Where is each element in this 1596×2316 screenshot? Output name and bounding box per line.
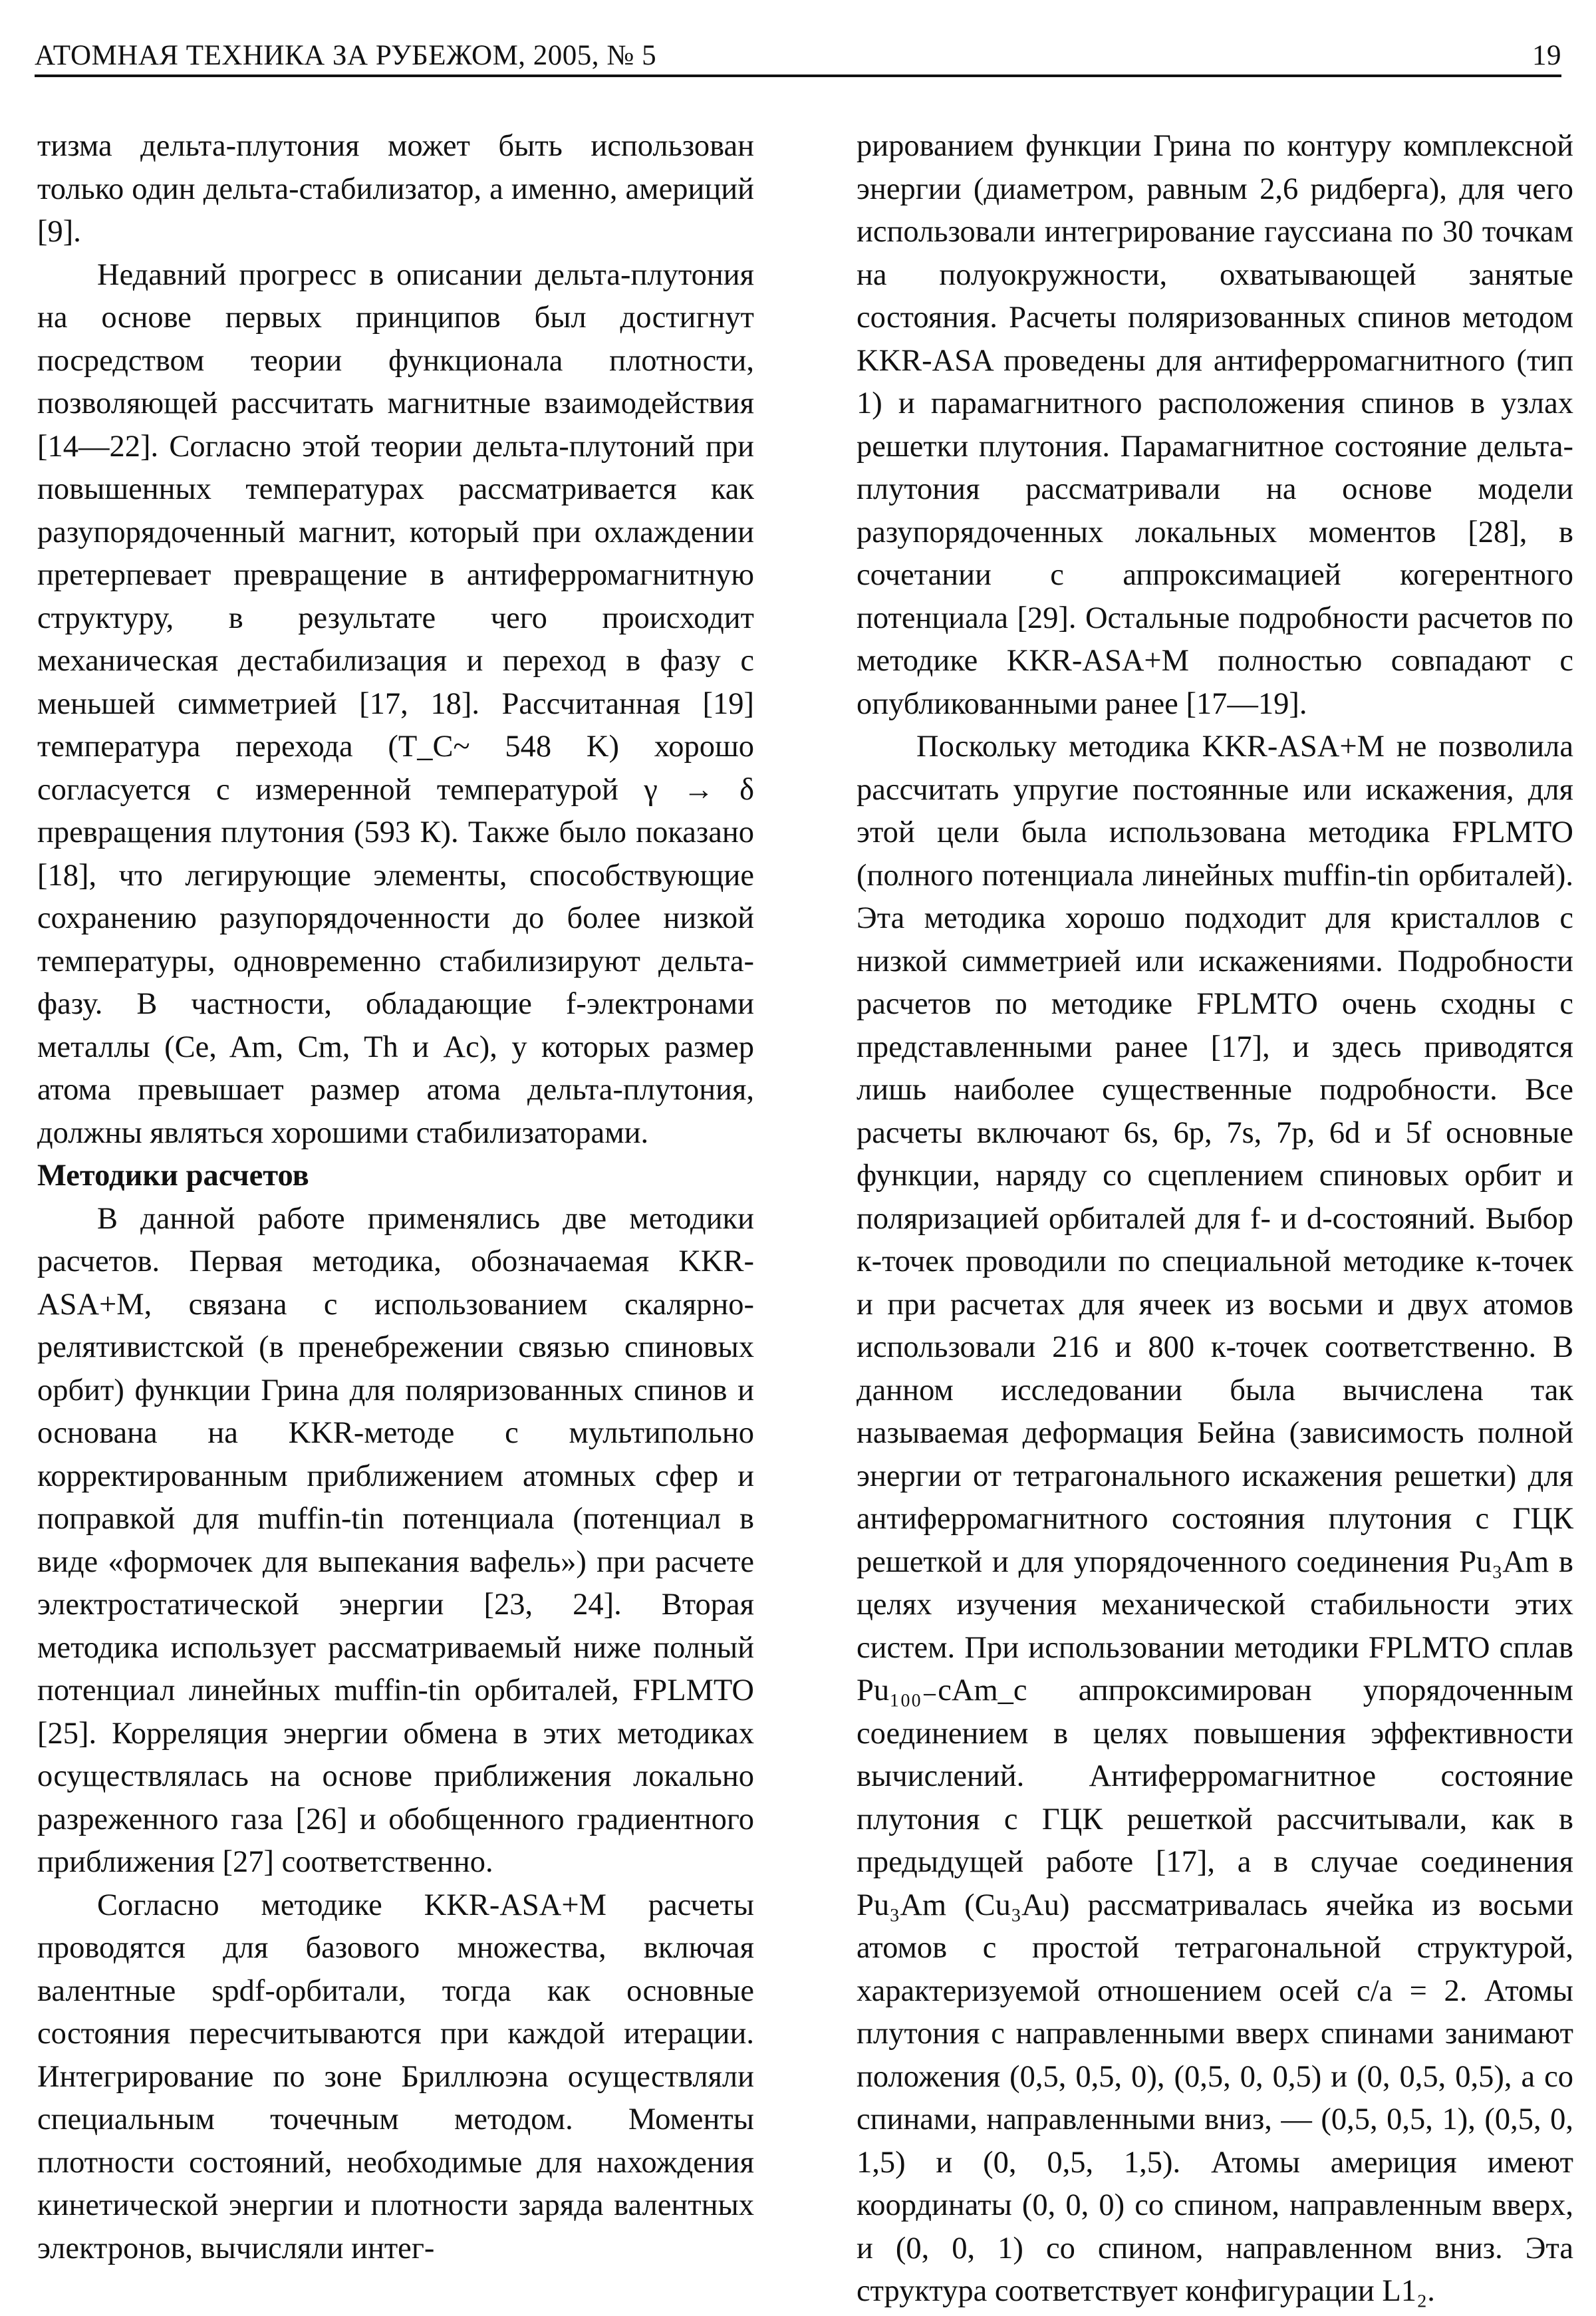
left-paragraph-1: тизма дельта-плутония может быть использован только один дельта-стабилизатор, а именно, америций [9]. <box>37 129 754 249</box>
left-paragraph-3: В данной работе применялись две методики расчетов. Первая методика, обозначаемая KKR-ASA+M, связана с использованием скалярно-релятивистской (в пренебрежении связью спиновых орбит) функции Грина для поляризованных спинов и основана на KKR-методе с мультипольно корректированным приближением атомных сфер и поправкой для muffin-tin потенциала (потенциал в виде «формочек для выпекания вафель») при расчете электростатической энергии [23, 24]. Вторая методика использует рассматриваемый ниже полный потенциал линейных muffin-tin орбиталей, FPLMTO [25]. Корреляция энергии обмена в этих методиках осуществлялась на основе приближения локально разреженного газа [26] и обобщенного градиентного приближения [27] соответственно. <box>37 1201 754 1879</box>
header-rule <box>35 74 1561 77</box>
right-paragraph-1: рированием функции Грина по контуру комплексной энергии (диаметром, равным 2,6 ридберга), для чего использовали интегрирование гауссиана по 30 точкам на полуокружности, охватывающей занятые состояния. Расчеты поляризованных спинов методом KKR-ASA проведены для антиферромагнитного (тип 1) и парамагнитного расположения спинов в узлах решетки плутония. Парамагнитное состояние дельта-плутония рассматривали на основе модели разупорядоченных локальных моментов [28], в сочетании с аппроксимацией когерентного потенциала [29]. Остальные подробности расчетов по методике KKR-ASA+M полностью совпадают с опубликованными ранее [17—19]. <box>857 129 1573 721</box>
section-heading: Методики расчетов <box>37 1159 309 1193</box>
left-column <box>37 125 754 2270</box>
page-number: 19 <box>1532 40 1561 71</box>
running-header <box>35 25 1561 72</box>
right-paragraph-2: Поскольку методика KKR-ASA+M не позволила рассчитать упругие постоянные или искажения, для этой цели была использована методика FPLMTO (полного потенциала линейных muffin-tin орбиталей). Эта методика хорошо подходит для кристаллов с низкой симметрией или искажениями. Подробности расчетов по методике FPLMTO очень сходны с представленными ранее [17], и здесь приводятся лишь наиболее существенные подробности. Все расчеты включают 6s, 6p, 7s, 7p, 6d и 5f основные функции, наряду со сцеплением спиновых орбит и поляризацией орбиталей для f- и d-состояний. Выбор к-точек проводили по специальной методике к-точек и при расчетах для ячеек из восьми и двух атомов использовали 216 и 800 к-точек соответственно. В данном исследовании была вычислена так называемая деформация Бейна (зависимость полной энергии от тетрагонального искажения решетки) для антиферромагнитного состояния плутония с ГЦК решеткой и для упорядоченного соединения Pu₃Am в целях изучения механической стабильности этих систем. При использовании методики FPLMTO сплав Pu₁₀₀₋cAm_c аппроксимирован упорядоченным соединением в целях повышения эффективности вычислений. Антиферромагнитное состояние плутония с ГЦК решеткой рассчитывали, как в предыдущей работе [17], а в случае соединения Pu₃Am (Cu₃Au) рассматривалась ячейка из восьми атомов с простой тетрагональной структурой, характеризуемой отношением осей c/a = 2. Атомы плутония с направленными вверх спинами занимают положения (0,5, 0,5, 0), (0,5, 0, 0,5) и (0, 0,5, 0,5), а со спинами, направленными вниз, — (0,5, 0,5, 1), (0,5, 0, 1,5) и (0, 0,5, 1,5). Атомы америция имеют координаты (0, 0, 0) со спином, направленным вверх, и (0, 0, 1) со спином, направленном вниз. Эта структура соответствует конфигурации L1₂. <box>857 730 1573 2308</box>
left-paragraph-2: Недавний прогресс в описании дельта-плутония на основе первых принципов был достигнут посредством теории функционала плотности, позволяющей рассчитать магнитные взаимодействия [14—22]. Согласно этой теории дельта-плутоний при повышенных температурах рассматривается как разупорядоченный магнит, который при охлаждении претерпевает превращение в антиферромагнитную структуру, в результате чего происходит механическая дестабилизация и переход в фазу с меньшей симметрией [17, 18]. Рассчитанная [19] температура перехода (T_C~ 548 K) хорошо согласуется с измеренной температурой γ → δ превращения плутония (593 К). Также было показано [18], что легирующие элементы, способствующие сохранению разупорядоченности до более низкой температуры, одновременно стабилизируют дельта-фазу. В частности, обладающие f-электронами металлы (Ce, Am, Cm, Th и Ac), у которых размер атома превышает размер атома дельта-плутония, должны являться хорошими стабилизаторами. <box>37 257 754 1150</box>
journal-title: АТОМНАЯ ТЕХНИКА ЗА РУБЕЖОМ, 2005, № 5 <box>35 40 657 71</box>
right-column <box>857 125 1573 2313</box>
left-paragraph-4: Согласно методике KKR-ASA+M расчеты проводятся для базового множества, включая валентные spdf-орбитали, тогда как основные состояния пересчитываются при каждой итерации. Интегрирование по зоне Бриллюэна осуществляли специальным точечным методом. Моменты плотности состояний, необходимые для нахождения кинетической энергии и плотности заряда валентных электронов, вычисляли интег- <box>37 1888 754 2265</box>
